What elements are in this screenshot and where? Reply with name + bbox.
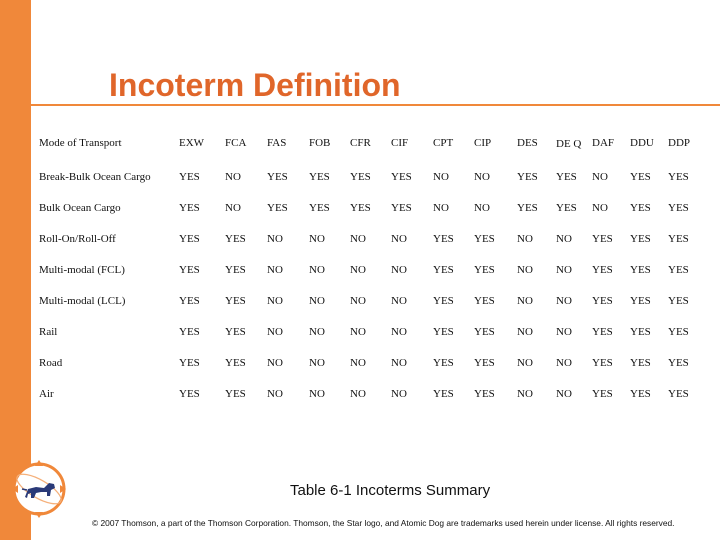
applicability-cell: YES — [179, 202, 200, 214]
column-header-term: CFR — [350, 137, 371, 149]
applicability-cell: NO — [556, 357, 572, 369]
column-header-term: DE Q — [556, 138, 582, 150]
applicability-cell: NO — [517, 357, 533, 369]
transport-mode-cell: Bulk Ocean Cargo — [39, 202, 121, 214]
table-row — [36, 295, 720, 326]
applicability-cell: YES — [391, 171, 412, 183]
applicability-cell: YES — [433, 388, 454, 400]
applicability-cell: YES — [592, 264, 613, 276]
applicability-cell: NO — [350, 357, 366, 369]
applicability-cell: YES — [350, 202, 371, 214]
applicability-cell: NO — [350, 326, 366, 338]
table-row — [36, 202, 720, 233]
applicability-cell: NO — [309, 326, 325, 338]
applicability-cell: NO — [350, 295, 366, 307]
applicability-cell: NO — [433, 171, 449, 183]
applicability-cell: NO — [391, 326, 407, 338]
applicability-cell: YES — [668, 233, 689, 245]
copyright-notice: © 2007 Thomson, a part of the Thomson Corporation. Thomson, the Star logo, and Atomic Dog are trademarks used herein under license. All rights reserved. — [92, 518, 675, 528]
applicability-cell: NO — [267, 233, 283, 245]
applicability-cell: NO — [267, 264, 283, 276]
applicability-cell: NO — [225, 202, 241, 214]
transport-mode-cell: Multi-modal (FCL) — [39, 264, 125, 276]
table-row — [36, 233, 720, 264]
applicability-cell: YES — [433, 326, 454, 338]
column-header-term: DAF — [592, 137, 615, 149]
applicability-cell: YES — [630, 171, 651, 183]
applicability-cell: YES — [474, 295, 495, 307]
column-header-term: EXW — [179, 137, 205, 149]
applicability-cell: YES — [225, 233, 246, 245]
applicability-cell: NO — [517, 326, 533, 338]
applicability-cell: YES — [630, 295, 651, 307]
applicability-cell: NO — [556, 326, 572, 338]
applicability-cell: YES — [556, 202, 577, 214]
applicability-cell: YES — [517, 171, 538, 183]
applicability-cell: YES — [592, 388, 613, 400]
applicability-cell: NO — [350, 388, 366, 400]
applicability-cell: YES — [225, 264, 246, 276]
applicability-cell: YES — [391, 202, 412, 214]
applicability-cell: NO — [267, 357, 283, 369]
transport-mode-cell: Multi-modal (LCL) — [39, 295, 126, 307]
applicability-cell: YES — [668, 202, 689, 214]
applicability-cell: YES — [225, 388, 246, 400]
applicability-cell: NO — [391, 357, 407, 369]
applicability-cell: YES — [179, 326, 200, 338]
applicability-cell: YES — [668, 171, 689, 183]
applicability-cell: YES — [474, 233, 495, 245]
applicability-cell: YES — [592, 295, 613, 307]
applicability-cell: NO — [391, 388, 407, 400]
incoterms-table — [36, 131, 720, 419]
applicability-cell: YES — [179, 233, 200, 245]
applicability-cell: YES — [668, 264, 689, 276]
applicability-cell: NO — [309, 357, 325, 369]
applicability-cell: NO — [592, 171, 608, 183]
applicability-cell: NO — [391, 233, 407, 245]
applicability-cell: YES — [474, 264, 495, 276]
applicability-cell: YES — [474, 388, 495, 400]
column-header-term: CIF — [391, 137, 409, 149]
applicability-cell: YES — [309, 171, 330, 183]
applicability-cell: YES — [474, 357, 495, 369]
table-row — [36, 388, 720, 419]
applicability-cell: NO — [474, 171, 490, 183]
applicability-cell: YES — [225, 357, 246, 369]
applicability-cell: YES — [179, 388, 200, 400]
applicability-cell: YES — [592, 326, 613, 338]
applicability-cell: YES — [630, 357, 651, 369]
transport-mode-cell: Road — [39, 357, 63, 369]
transport-mode-cell: Rail — [39, 326, 58, 338]
applicability-cell: YES — [267, 202, 288, 214]
applicability-cell: YES — [474, 326, 495, 338]
applicability-cell: NO — [433, 202, 449, 214]
column-header-term: DDU — [630, 137, 654, 149]
applicability-cell: NO — [517, 233, 533, 245]
applicability-cell: NO — [556, 264, 572, 276]
applicability-cell: YES — [225, 295, 246, 307]
table-row — [36, 357, 720, 388]
transport-mode-cell: Air — [39, 388, 54, 400]
applicability-cell: YES — [309, 202, 330, 214]
applicability-cell: NO — [517, 295, 533, 307]
applicability-cell: NO — [267, 388, 283, 400]
column-header-term: FAS — [267, 137, 287, 149]
applicability-cell: NO — [556, 388, 572, 400]
applicability-cell: NO — [391, 295, 407, 307]
applicability-cell: NO — [309, 264, 325, 276]
title-divider — [31, 104, 720, 106]
applicability-cell: YES — [179, 264, 200, 276]
applicability-cell: YES — [433, 357, 454, 369]
applicability-cell: YES — [668, 357, 689, 369]
applicability-cell: NO — [391, 264, 407, 276]
applicability-cell: YES — [630, 326, 651, 338]
applicability-cell: NO — [267, 295, 283, 307]
applicability-cell: YES — [433, 233, 454, 245]
table-caption: Table 6-1 Incoterms Summary — [290, 482, 491, 499]
applicability-cell: YES — [668, 388, 689, 400]
applicability-cell: YES — [179, 295, 200, 307]
applicability-cell: YES — [517, 202, 538, 214]
applicability-cell: NO — [517, 388, 533, 400]
table-row — [36, 326, 720, 357]
applicability-cell: YES — [433, 295, 454, 307]
table-row — [36, 171, 720, 202]
applicability-cell: NO — [309, 233, 325, 245]
applicability-cell: YES — [630, 233, 651, 245]
atomic-dog-logo-icon — [8, 456, 70, 522]
transport-mode-cell: Break-Bulk Ocean Cargo — [39, 171, 151, 183]
applicability-cell: YES — [433, 264, 454, 276]
transport-mode-cell: Roll-On/Roll-Off — [39, 233, 116, 245]
column-header-mode: Mode of Transport — [39, 137, 122, 149]
applicability-cell: NO — [474, 202, 490, 214]
applicability-cell: NO — [556, 233, 572, 245]
applicability-cell: YES — [668, 295, 689, 307]
applicability-cell: NO — [309, 388, 325, 400]
page-title: Incoterm Definition — [109, 67, 401, 103]
column-header-term: DDP — [668, 137, 691, 149]
column-header-term: FCA — [225, 137, 247, 149]
applicability-cell: NO — [350, 233, 366, 245]
applicability-cell: YES — [592, 233, 613, 245]
table-row — [36, 264, 720, 295]
column-header-term: DES — [517, 137, 538, 149]
applicability-cell: NO — [517, 264, 533, 276]
applicability-cell: NO — [592, 202, 608, 214]
column-header-term: CPT — [433, 137, 454, 149]
applicability-cell: YES — [179, 357, 200, 369]
applicability-cell: NO — [267, 326, 283, 338]
applicability-cell: YES — [267, 171, 288, 183]
applicability-cell: YES — [350, 171, 371, 183]
applicability-cell: NO — [556, 295, 572, 307]
applicability-cell: NO — [350, 264, 366, 276]
applicability-cell: YES — [668, 326, 689, 338]
column-header-term: FOB — [309, 137, 331, 149]
column-header-term: CIP — [474, 137, 492, 149]
applicability-cell: NO — [309, 295, 325, 307]
table-header-row — [36, 131, 720, 171]
applicability-cell: YES — [630, 202, 651, 214]
applicability-cell: YES — [630, 264, 651, 276]
applicability-cell: YES — [179, 171, 200, 183]
applicability-cell: YES — [225, 326, 246, 338]
applicability-cell: NO — [225, 171, 241, 183]
applicability-cell: YES — [630, 388, 651, 400]
applicability-cell: YES — [556, 171, 577, 183]
applicability-cell: YES — [592, 357, 613, 369]
